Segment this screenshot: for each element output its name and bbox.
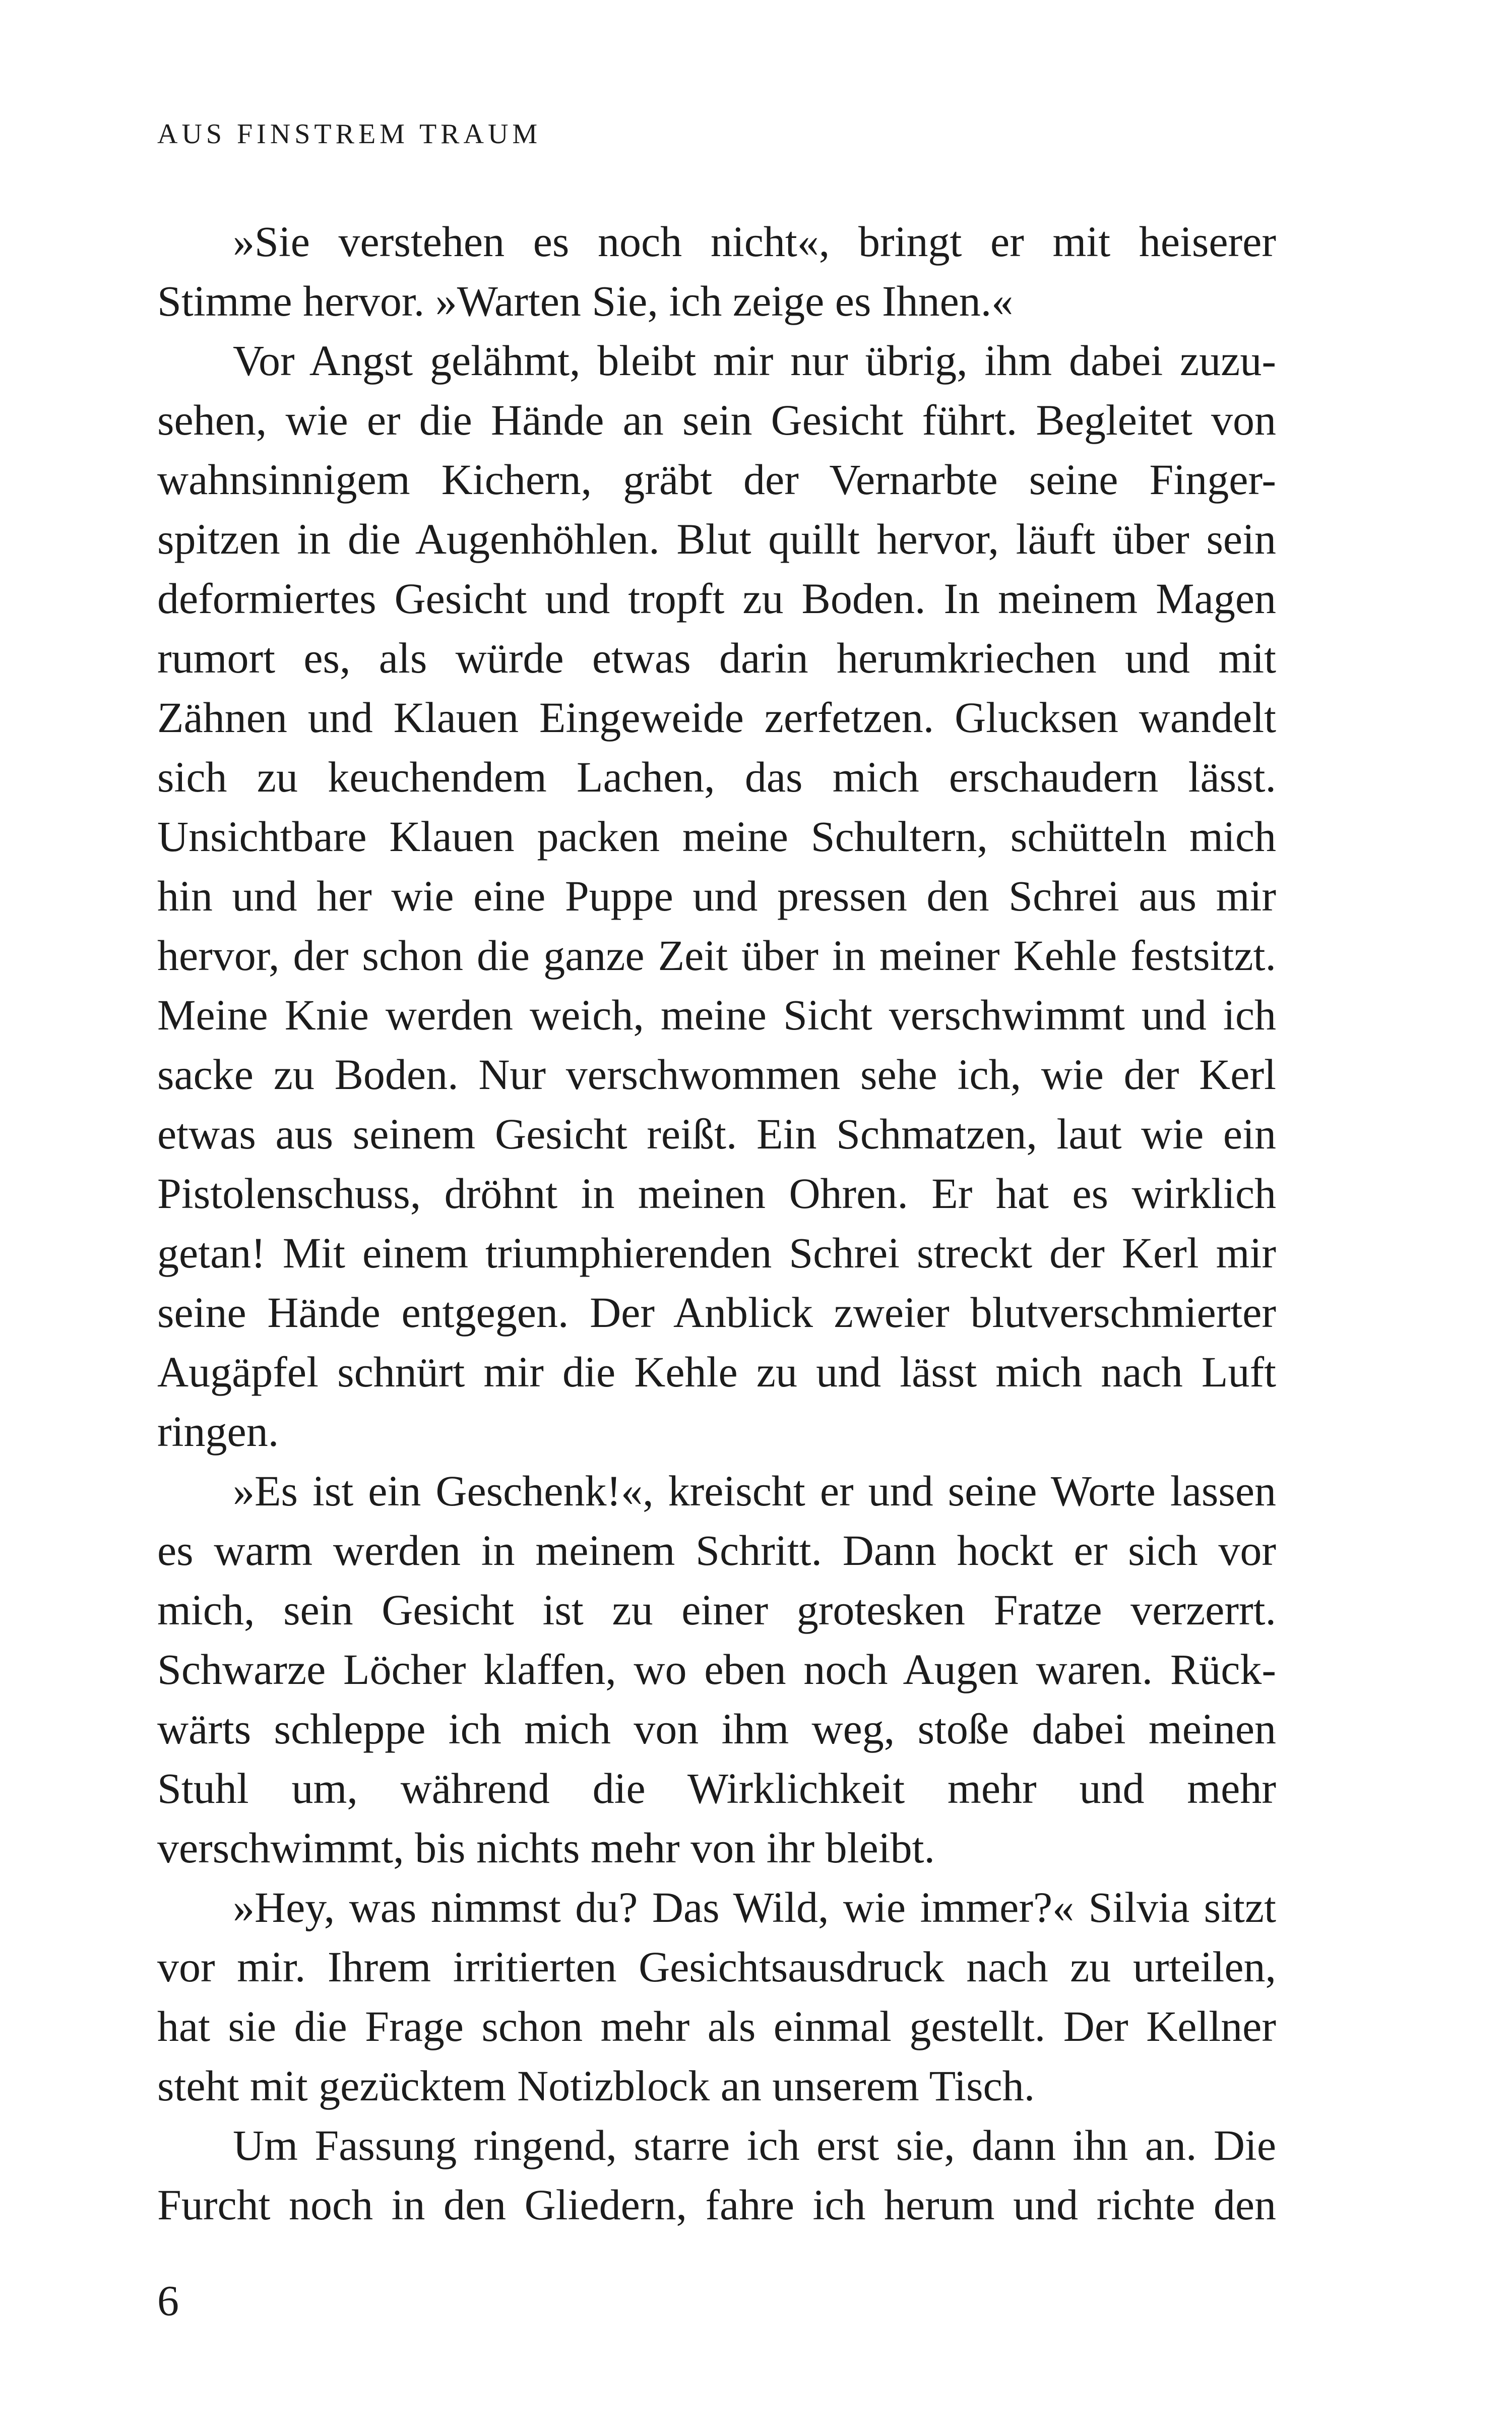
text-line: spitzen in die Augenhöhlen. Blut quillt hervor, läuft über sein — [157, 515, 1276, 563]
text-line: getan! Mit einem triumphierenden Schrei streckt der Kerl mir — [157, 1229, 1276, 1277]
text-line: deformiertes Gesicht und tropft zu Boden. In meinem Magen — [157, 574, 1276, 623]
text-line: es warm werden in meinem Schritt. Dann hockt er sich vor — [157, 1526, 1276, 1575]
text-line: sacke zu Boden. Nur verschwommen sehe ich, wie der Kerl — [157, 1050, 1276, 1099]
text-line: vor mir. Ihrem irritierten Gesichtsausdruck nach zu urteilen, — [157, 1943, 1276, 1991]
text-line: Furcht noch in den Gliedern, fahre ich herum und richte den — [157, 2181, 1276, 2229]
text-line: Stimme hervor. »Warten Sie, ich zeige es Ihnen.« — [157, 277, 1014, 325]
text-line: Meine Knie werden weich, meine Sicht verschwimmt und ich — [157, 991, 1276, 1039]
text-line: steht mit gezücktem Notizblock an unserem Tisch. — [157, 2062, 1035, 2110]
text-line: Unsichtbare Klauen packen meine Schultern, schütteln mich — [157, 812, 1276, 861]
text-line: »Hey, was nimmst du? Das Wild, wie immer?« Silvia sitzt — [233, 1883, 1276, 1931]
text-line: Augäpfel schnürt mir die Kehle zu und lässt mich nach Luft — [157, 1348, 1276, 1396]
text-line: Stuhl um, während die Wirklichkeit mehr und mehr — [157, 1764, 1276, 1812]
text-line: rumort es, als würde etwas darin herumkriechen und mit — [157, 634, 1276, 682]
text-line: Schwarze Löcher klaffen, wo eben noch Augen waren. Rück- — [157, 1645, 1276, 1693]
text-line: hin und her wie eine Puppe und pressen den Schrei aus mir — [157, 872, 1276, 920]
text-line: seine Hände entgegen. Der Anblick zweier blutverschmierter — [157, 1288, 1276, 1337]
text-line: hervor, der schon die ganze Zeit über in meiner Kehle festsitzt. — [157, 931, 1276, 980]
page-number: 6 — [157, 2276, 179, 2325]
text-line: »Sie verstehen es noch nicht«, bringt er mit heiserer — [233, 217, 1276, 266]
text-line: ringen. — [157, 1407, 279, 1456]
body-text — [157, 212, 1276, 2234]
text-line: Vor Angst gelähmt, bleibt mir nur übrig, ihm dabei zuzu- — [233, 336, 1276, 385]
text-line: sich zu keuchendem Lachen, das mich erschaudern lässt. — [157, 753, 1276, 801]
text-line: verschwimmt, bis nichts mehr von ihr bleibt. — [157, 1824, 935, 1872]
running-head: AUS FINSTREM TRAUM — [157, 118, 542, 150]
text-line: »Es ist ein Geschenk!«, kreischt er und seine Worte lassen — [233, 1467, 1276, 1515]
text-line: mich, sein Gesicht ist zu einer grotesken Fratze verzerrt. — [157, 1586, 1276, 1634]
text-line: Zähnen und Klauen Eingeweide zerfetzen. Glucksen wandelt — [157, 693, 1276, 742]
text-line: hat sie die Frage schon mehr als einmal gestellt. Der Kellner — [157, 2002, 1276, 2050]
text-line: etwas aus seinem Gesicht reißt. Ein Schmatzen, laut wie ein — [157, 1110, 1276, 1158]
text-line: wärts schleppe ich mich von ihm weg, stoße dabei meinen — [157, 1705, 1276, 1753]
text-line: sehen, wie er die Hände an sein Gesicht führt. Begleitet von — [157, 396, 1276, 444]
text-line: Um Fassung ringend, starre ich erst sie, dann ihn an. Die — [233, 2121, 1276, 2169]
text-line: wahnsinnigem Kichern, gräbt der Vernarbte seine Finger- — [157, 455, 1276, 504]
text-line: Pistolenschuss, dröhnt in meinen Ohren. Er hat es wirklich — [157, 1169, 1276, 1218]
